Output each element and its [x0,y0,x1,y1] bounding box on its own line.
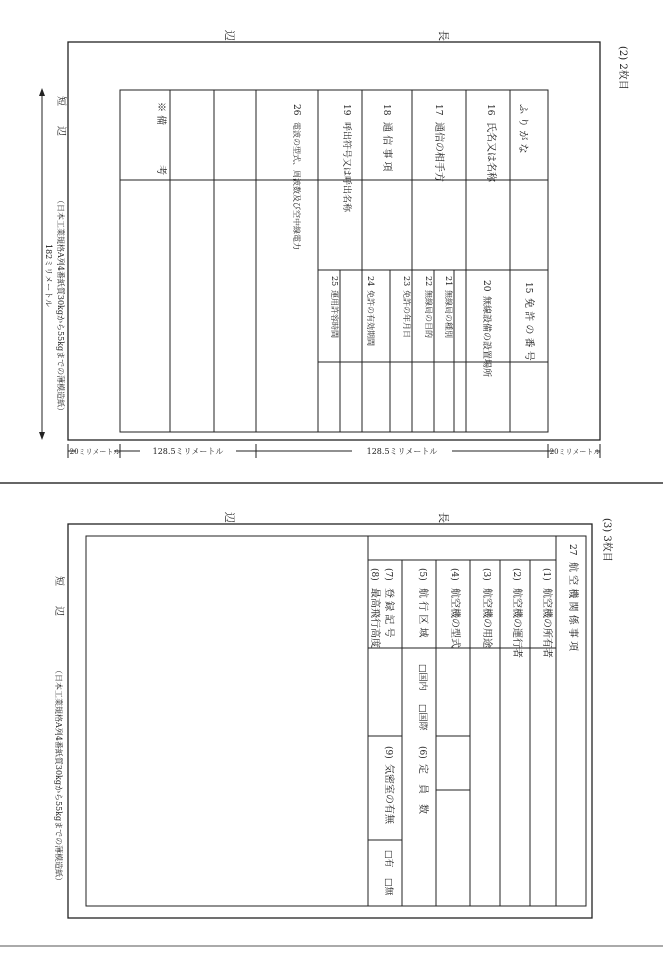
sheet-3 [53,512,614,918]
row-1: (1) [541,568,551,581]
long-side-right-2: 長 [437,512,450,523]
paper-spec-2: （日本工業規格A列4番紙質30kgから55kgまでの薄模造紙） [54,666,63,886]
row-6: (6) [417,746,427,759]
row-16-label: 氏名又は名称 [485,122,496,182]
opt-no[interactable]: □無 [383,878,393,896]
row-7: (7) [383,568,393,581]
short-side-label-2: 短 辺 [53,576,64,616]
paper-height: 182ミリメートル [44,244,53,308]
row-furigana: ふ り が な [517,104,528,154]
row-17-num: 17 [433,104,443,116]
row-8: (8) [369,568,379,581]
long-side-left: 辺 [223,30,236,41]
row-1-label: 航空機の所有者 [541,588,552,658]
row-25-num: 25 [330,276,339,287]
short-side-label: 短 辺 [55,96,66,136]
row-21-num: 21 [444,276,453,287]
row-4: (4) [449,568,459,581]
group-27-num: 27 [567,544,577,556]
row-18-num: 18 [381,104,391,116]
row-4-label: 航空機の型式 [449,588,460,648]
row-20-num: 20 [481,280,491,292]
dim-width-right: 128.5ミリメートル [366,447,438,456]
row-2: (2) [511,568,521,581]
row-8-label: 最高飛行高度 [369,588,380,648]
row-6-label: 定 員 数 [417,764,428,814]
row-19-label: 呼出符号又は呼出名称 [341,122,351,213]
paper-spec: （日本工業規格A列4番紙質30kgから55kgまでの薄模造紙） [56,196,65,416]
row-23-label: 免許の年月日 [402,290,411,338]
row-22-num: 22 [424,276,433,287]
remarks-label: ※ 備 考 [155,102,166,176]
row-26-num: 26 [291,104,301,116]
row-15-num: 15 [523,282,533,294]
opt-domestic[interactable]: □国内 [417,664,427,691]
sheet-label-2: (3) 3枚目 [601,518,612,562]
row-19-num: 19 [341,104,351,116]
row-16-num: 16 [485,104,495,116]
row-2-label: 航空機の運行者 [511,588,522,658]
row-5-label: 航 行 区 域 [417,588,428,638]
row-5: (5) [417,568,427,581]
opt-international[interactable]: □国際 [417,704,427,731]
row-15-label: 免 許 の 番 号 [523,298,534,361]
row-20-label: 無線設備の設置場所 [481,296,491,378]
row-24-num: 24 [366,276,375,287]
row-3-label: 航空機の用途 [481,588,492,648]
long-side-right: 長 [437,30,450,41]
outer-frame [68,42,600,440]
row-23-num: 23 [402,276,411,287]
inner-frame [120,90,548,432]
row-25-label: 運用許容時間 [330,290,339,338]
row-3: (3) [481,568,491,581]
row-7-label: 登 録 記 号 [383,588,394,638]
dim-width-left: 128.5ミリメートル [152,447,224,456]
sheet-2 [39,30,630,458]
row-26-label: 電波の型式、周波数及び空中線電力 [292,122,301,250]
sheet-label: (2) 2枚目 [617,46,628,90]
dim-margin-right: 20ミリメートル [549,448,601,456]
row-18-label: 通 信 事 項 [381,122,392,172]
row-21-label: 無線局の種別 [444,290,453,338]
row-22-label: 無線局の目的 [424,290,433,338]
row-17-label: 通信の相手方 [433,122,444,182]
outer-frame-2 [68,524,592,918]
row-9: (9) [383,746,393,759]
row-24-label: 免許の有効期間 [366,290,375,346]
group-27-label: 航 空 機 関 係 事 項 [567,562,578,652]
dim-margin-left: 20ミリメートル [69,448,121,456]
long-side-left-2: 辺 [223,512,236,523]
opt-yes[interactable]: □有 [383,850,393,868]
row-9-label: 気密室の有無 [383,764,394,824]
inner-frame-2 [86,536,586,906]
